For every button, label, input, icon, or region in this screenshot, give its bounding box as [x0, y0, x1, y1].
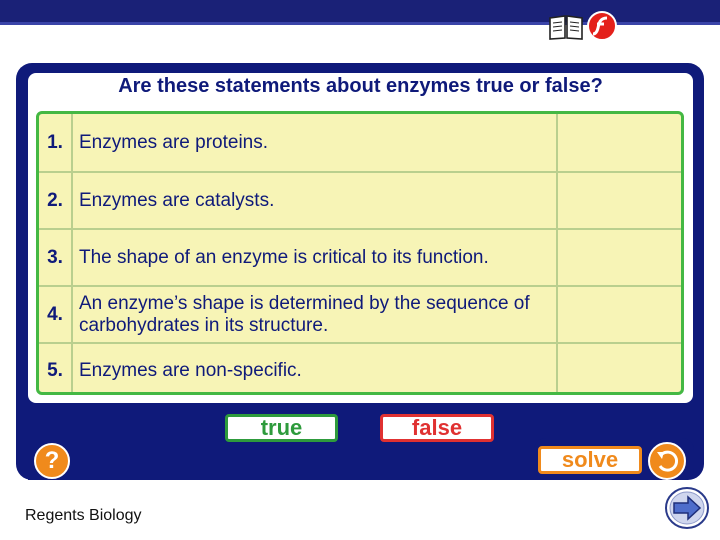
- statements-table: [36, 111, 684, 395]
- true-button[interactable]: true: [225, 414, 338, 442]
- false-button[interactable]: false: [380, 414, 494, 442]
- help-button[interactable]: ?: [34, 443, 70, 479]
- statement-text: Enzymes are proteins.: [79, 131, 269, 153]
- table-row: [39, 285, 681, 342]
- statement-number: 4.: [39, 287, 73, 342]
- answer-slot[interactable]: [556, 230, 684, 285]
- answer-slot[interactable]: [556, 114, 684, 171]
- statement-number: 3.: [39, 230, 73, 285]
- flash-icon[interactable]: [586, 10, 618, 42]
- question-title: Are these statements about enzymes true or false?: [118, 75, 603, 97]
- reset-button[interactable]: [648, 442, 686, 480]
- reset-icon: [650, 444, 684, 478]
- book-icon[interactable]: [548, 12, 584, 42]
- statement-number: 1.: [39, 114, 73, 171]
- next-arrow-icon[interactable]: [664, 486, 710, 530]
- statement-number: 2.: [39, 173, 73, 228]
- answer-slot[interactable]: [556, 344, 684, 395]
- table-row: [39, 171, 681, 228]
- answer-slot[interactable]: [556, 287, 684, 342]
- table-row: [39, 114, 681, 171]
- statement-number: 5.: [39, 344, 73, 395]
- table-row: [39, 342, 681, 395]
- table-row: [39, 228, 681, 285]
- statement-text: An enzyme’s shape is determined by the sequence of carbohydrates in its structure.: [79, 292, 530, 336]
- statement-text: The shape of an enzyme is critical to its function.: [79, 246, 489, 268]
- footer-text: Regents Biology: [25, 507, 142, 524]
- solve-button[interactable]: solve: [538, 446, 642, 474]
- answer-slot[interactable]: [556, 173, 684, 228]
- statement-text: Enzymes are non-specific.: [79, 360, 302, 381]
- statement-text: Enzymes are catalysts.: [79, 189, 275, 211]
